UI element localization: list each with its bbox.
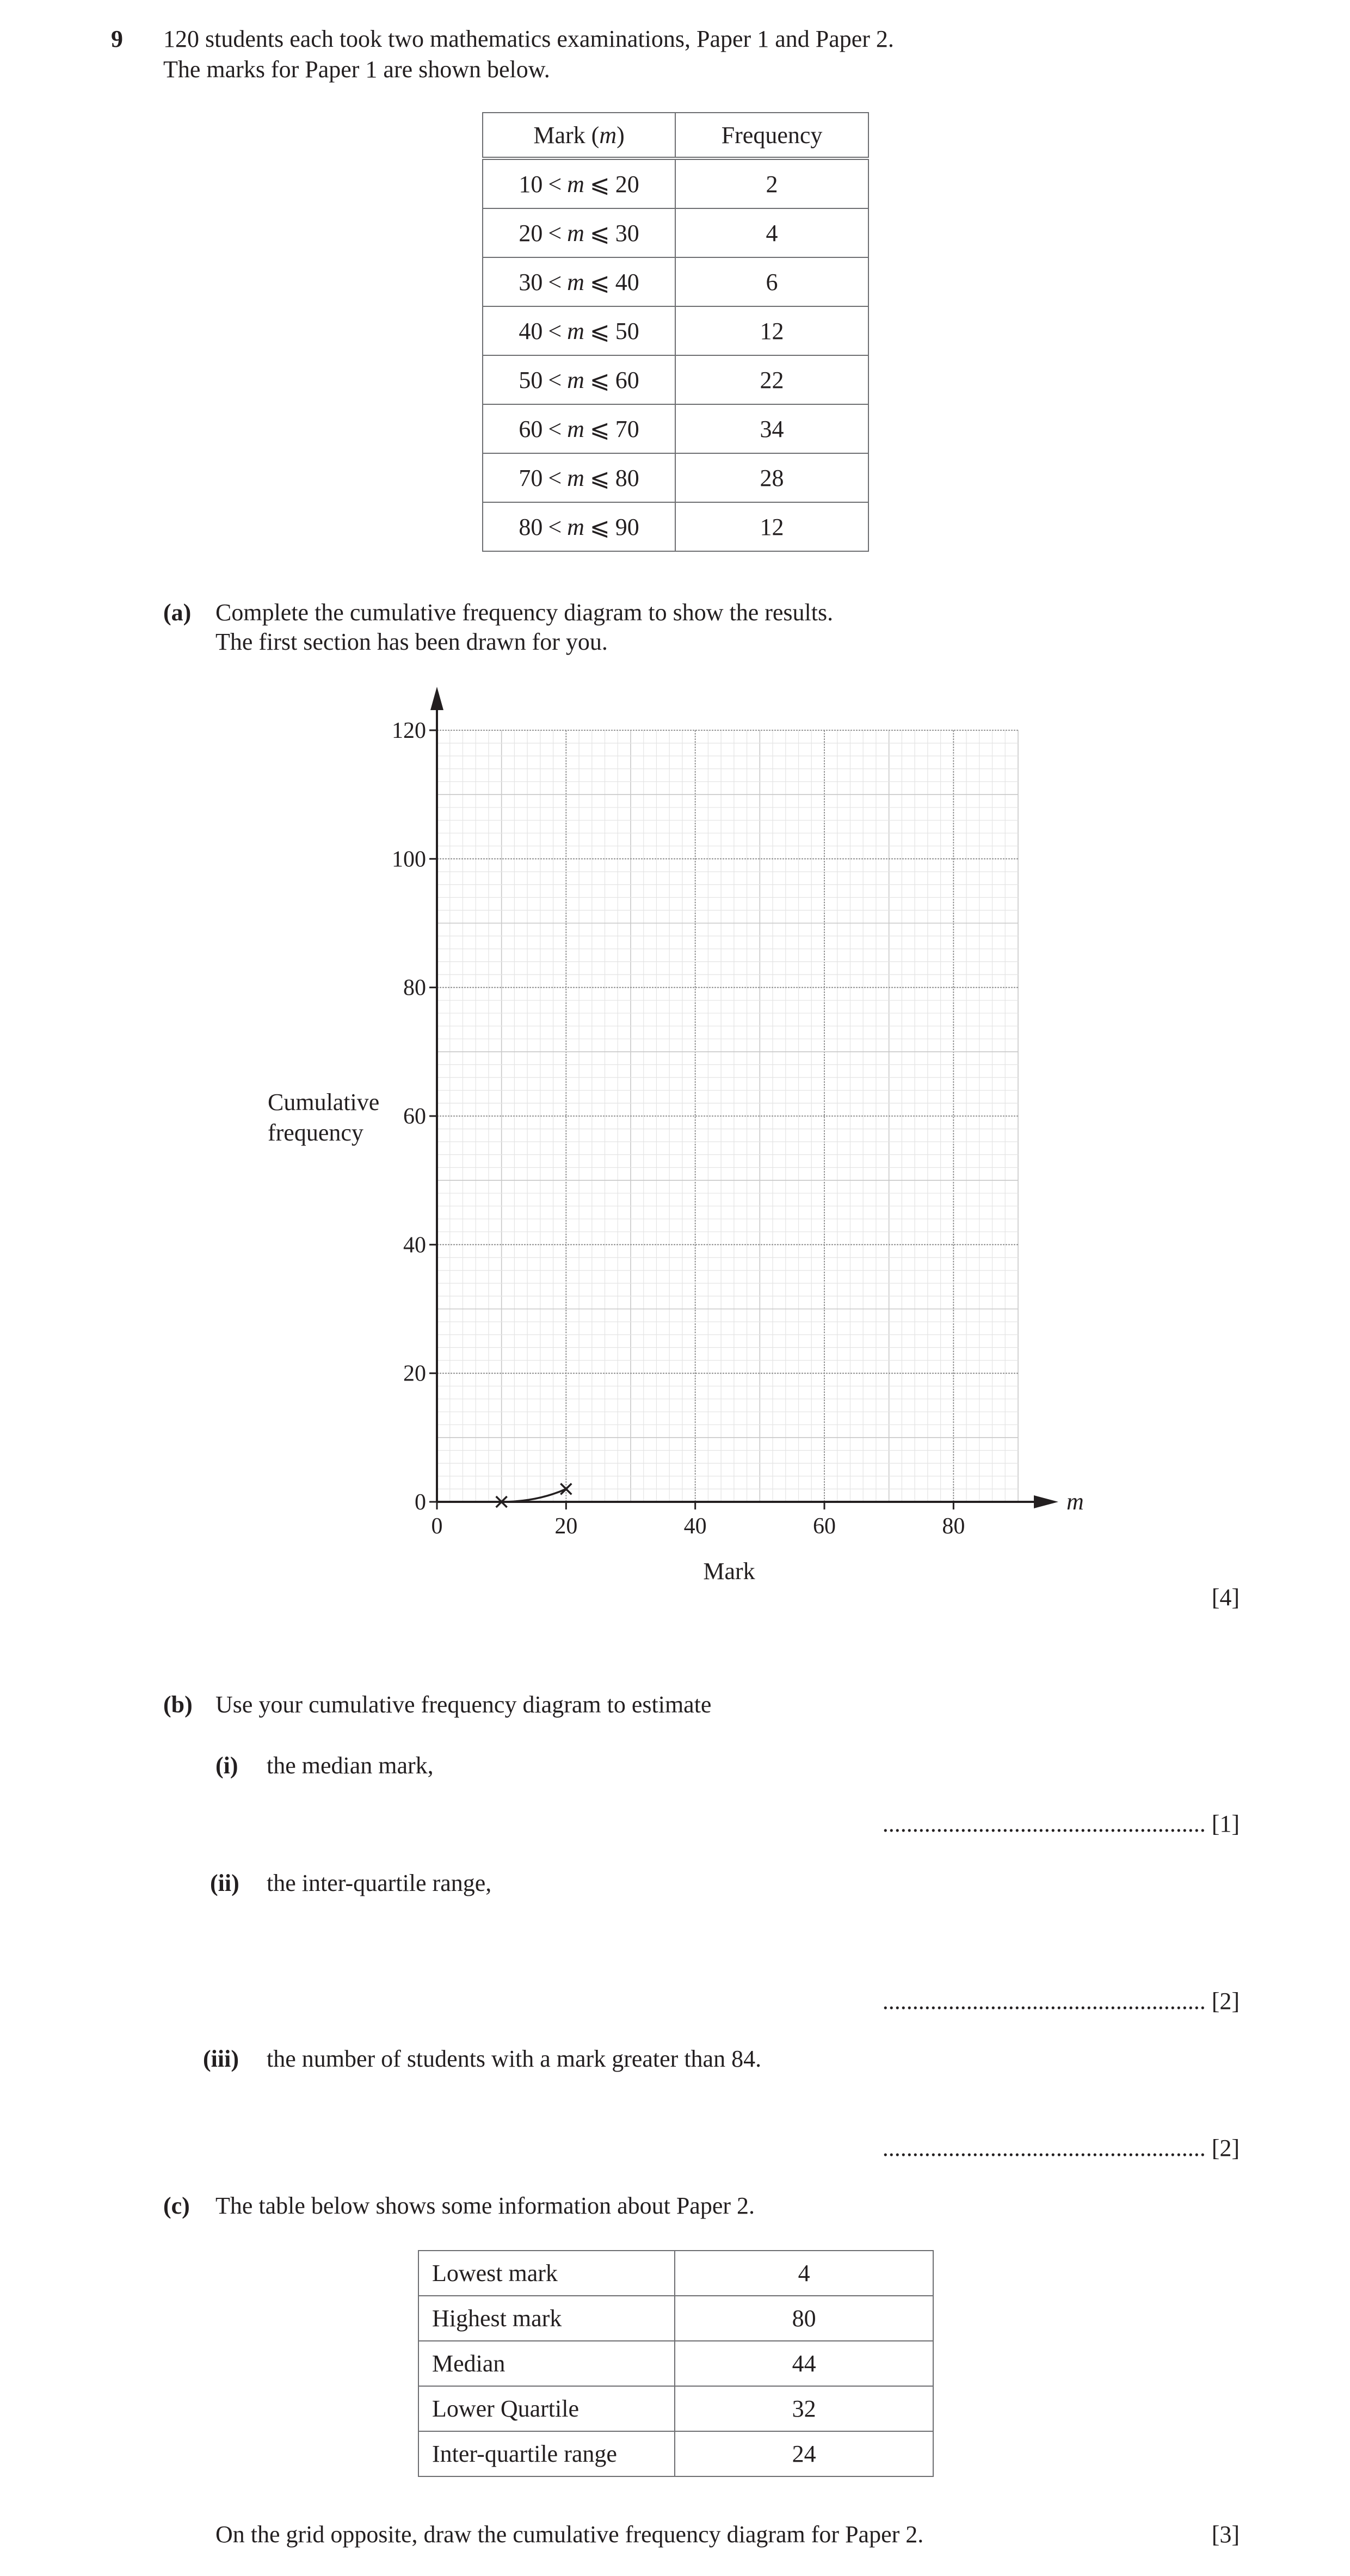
part-b-i-label: (i) xyxy=(215,1752,238,1779)
part-b-label: (b) xyxy=(163,1691,193,1718)
y-tick-label: 40 xyxy=(403,1232,426,1258)
table-row xyxy=(483,355,868,404)
part-b-ii-answer-line[interactable]: ...................................................... [2] xyxy=(882,1988,1240,2014)
mark-interval-cell: 60 < m ⩽ 70 xyxy=(483,404,675,453)
paper2-summary-table xyxy=(418,2250,934,2477)
part-b-ii-text: the inter-quartile range, xyxy=(267,1870,492,1896)
x-tick-label: 0 xyxy=(431,1514,443,1539)
table-row xyxy=(418,2341,933,2386)
frequency-cell: 2 xyxy=(675,158,868,208)
table-row xyxy=(483,404,868,453)
y-axis-arrow xyxy=(430,687,443,710)
y-axis-label-line2: frequency xyxy=(268,1119,363,1146)
y-tick-label: 0 xyxy=(415,1490,426,1515)
x-axis-variable: m xyxy=(1067,1488,1084,1515)
part-b-iii-answer-line[interactable]: ...................................................... [2] xyxy=(882,2135,1240,2161)
x-tick-label: 80 xyxy=(942,1514,965,1539)
statistic-name-cell: Inter-quartile range xyxy=(418,2431,675,2476)
frequency-cell: 12 xyxy=(675,502,868,551)
table-row xyxy=(483,502,868,551)
table-header-row xyxy=(483,113,868,158)
frequency-cell: 28 xyxy=(675,453,868,502)
part-b-text: Use your cumulative frequency diagram to estimate xyxy=(215,1691,712,1718)
table-row xyxy=(418,2296,933,2341)
mark-interval-cell: 20 < m ⩽ 30 xyxy=(483,208,675,257)
part-a-marks: [4] xyxy=(1211,1584,1240,1611)
part-b-i-answer-line[interactable]: ...................................................... [1] xyxy=(882,1810,1240,1837)
mark-interval-cell: 30 < m ⩽ 40 xyxy=(483,257,675,306)
statistic-name-cell: Median xyxy=(418,2341,675,2386)
paper1-frequency-table xyxy=(482,112,869,552)
x-tick-label: 20 xyxy=(554,1514,578,1539)
frequency-cell: 4 xyxy=(675,208,868,257)
statistic-value-cell: 80 xyxy=(675,2296,933,2341)
part-c-text: The table below shows some information about Paper 2. xyxy=(215,2192,755,2219)
mark-interval-cell: 80 < m ⩽ 90 xyxy=(483,502,675,551)
mark-interval-cell: 50 < m ⩽ 60 xyxy=(483,355,675,404)
question-intro-line2: The marks for Paper 1 are shown below. xyxy=(163,56,550,83)
statistic-name-cell: Lowest mark xyxy=(418,2251,675,2296)
part-a-line2: The first section has been drawn for you. xyxy=(215,628,608,655)
table-row xyxy=(418,2431,933,2476)
x-axis-arrow xyxy=(1034,1495,1058,1508)
statistic-value-cell: 24 xyxy=(675,2431,933,2476)
mark-interval-cell: 10 < m ⩽ 20 xyxy=(483,158,675,208)
table-row xyxy=(483,306,868,355)
table-row xyxy=(418,2386,933,2431)
mark-column-header: Mark (m) xyxy=(483,113,675,158)
cumulative-frequency-grid xyxy=(0,675,1350,1600)
table-row xyxy=(483,158,868,208)
x-axis-label: Mark xyxy=(703,1558,755,1585)
y-tick-label: 60 xyxy=(403,1104,426,1129)
table-row xyxy=(483,257,868,306)
statistic-value-cell: 44 xyxy=(675,2341,933,2386)
part-a-line1: Complete the cumulative frequency diagram to show the results. xyxy=(215,599,834,626)
part-c-instruction: On the grid opposite, draw the cumulative frequency diagram for Paper 2. xyxy=(215,2521,924,2548)
statistic-name-cell: Highest mark xyxy=(418,2296,675,2341)
cumulative-curve xyxy=(502,1489,566,1502)
frequency-cell: 6 xyxy=(675,257,868,306)
table-row xyxy=(483,453,868,502)
part-b-i-text: the median mark, xyxy=(267,1752,434,1779)
x-tick-label: 40 xyxy=(683,1514,707,1539)
part-c-label: (c) xyxy=(163,2192,190,2219)
part-a-label: (a) xyxy=(163,599,192,626)
x-tick-label: 60 xyxy=(813,1514,836,1539)
statistic-name-cell: Lower Quartile xyxy=(418,2386,675,2431)
mark-interval-cell: 40 < m ⩽ 50 xyxy=(483,306,675,355)
mark-interval-cell: 70 < m ⩽ 80 xyxy=(483,453,675,502)
grid-lines xyxy=(437,730,1018,1502)
statistic-value-cell: 32 xyxy=(675,2386,933,2431)
part-b-iii-label: (iii) xyxy=(203,2045,239,2072)
frequency-column-header: Frequency xyxy=(675,113,868,158)
frequency-cell: 12 xyxy=(675,306,868,355)
question-intro-line1: 120 students each took two mathematics examinations, Paper 1 and Paper 2. xyxy=(163,26,894,52)
part-b-ii-label: (ii) xyxy=(210,1870,239,1896)
y-tick-label: 100 xyxy=(392,847,426,872)
table-row xyxy=(418,2251,933,2296)
y-tick-label: 80 xyxy=(403,975,426,1001)
y-tick-label: 20 xyxy=(403,1361,426,1386)
statistic-value-cell: 4 xyxy=(675,2251,933,2296)
question-number: 9 xyxy=(111,26,123,52)
frequency-cell: 22 xyxy=(675,355,868,404)
table-row xyxy=(483,208,868,257)
y-tick-label: 120 xyxy=(392,718,426,743)
part-c-marks: [3] xyxy=(1211,2521,1240,2548)
frequency-cell: 34 xyxy=(675,404,868,453)
y-axis-label-line1: Cumulative xyxy=(268,1089,380,1116)
part-b-iii-text: the number of students with a mark greater than 84. xyxy=(267,2045,762,2072)
